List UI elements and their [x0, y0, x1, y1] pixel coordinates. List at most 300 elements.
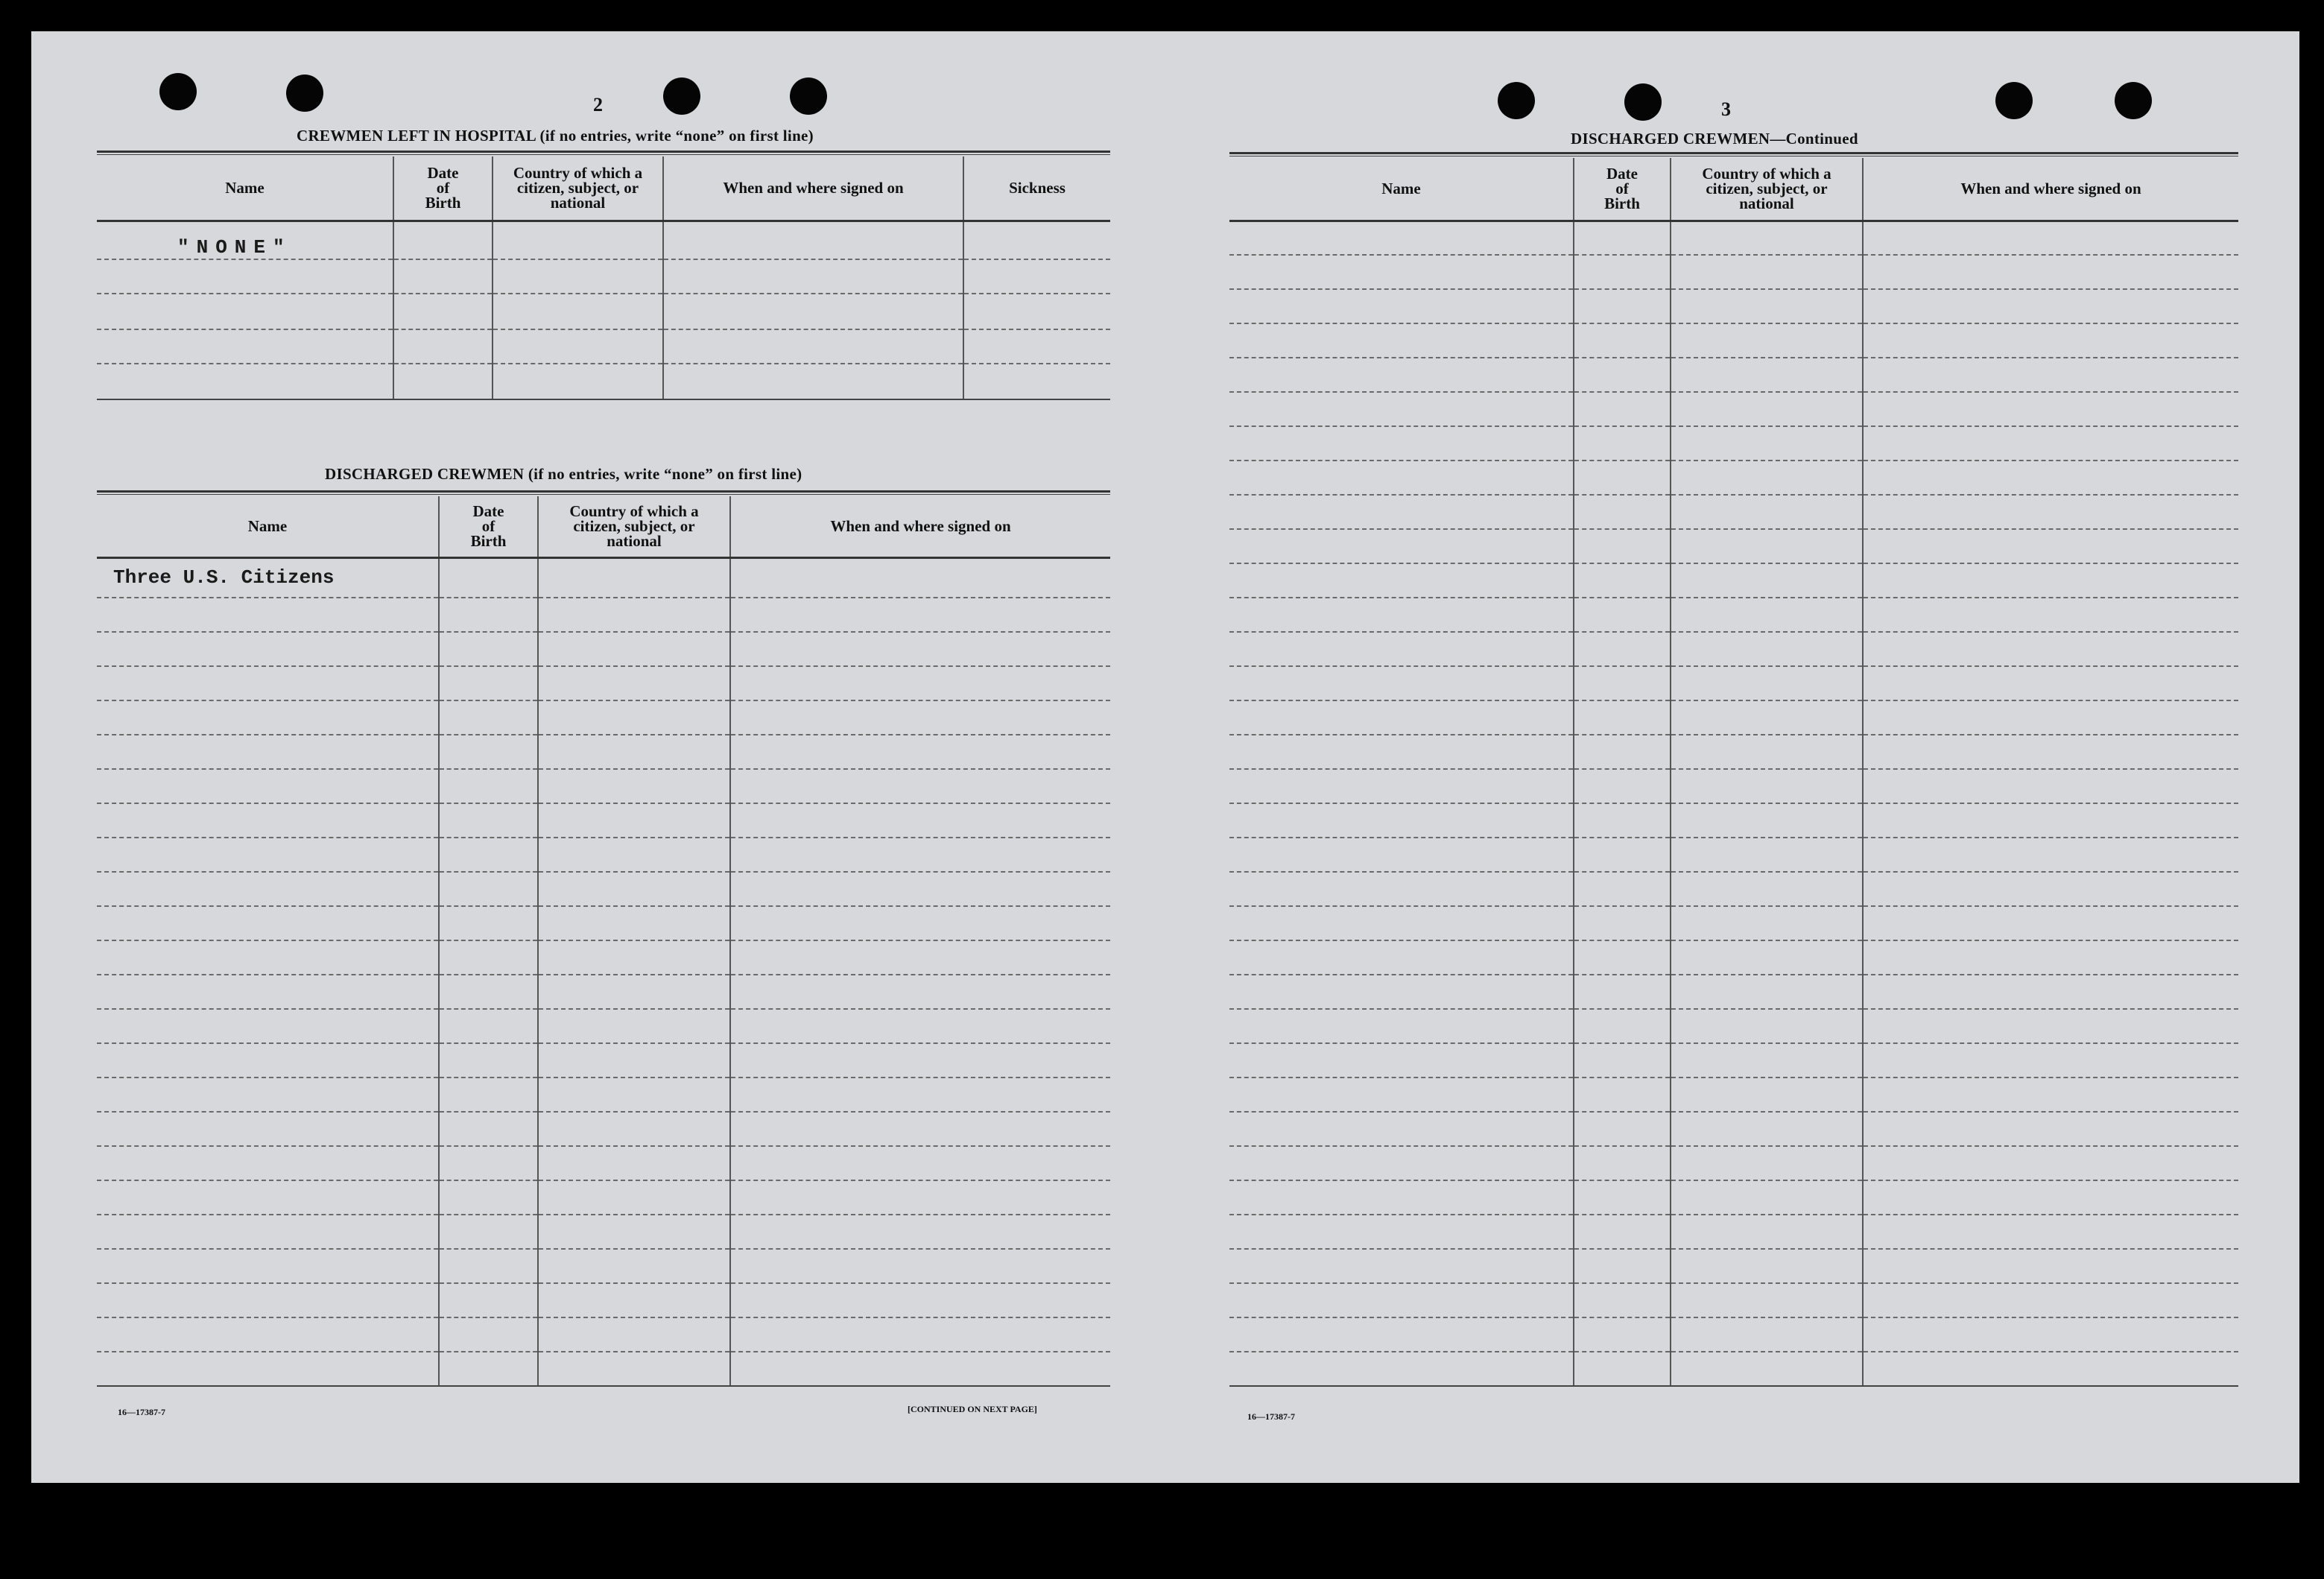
blank-cell: [1229, 1078, 1574, 1112]
blank-cell: [1863, 838, 2238, 872]
table-row: [97, 735, 1110, 769]
blank-cell: [1229, 769, 1574, 803]
blank-cell: [1671, 1249, 1863, 1283]
blank-cell: [1229, 1112, 1574, 1146]
blank-cell: [439, 1043, 538, 1078]
blank-cell: [1863, 700, 2238, 735]
blank-cell: [439, 1249, 538, 1283]
blank-cell: [730, 1043, 1110, 1078]
table-row: [1229, 803, 2238, 838]
blank-cell: [1863, 735, 2238, 769]
punch-hole: [790, 77, 827, 115]
blank-cell: [97, 1249, 439, 1283]
blank-cell: [97, 975, 439, 1009]
table-row: [1229, 563, 2238, 598]
blank-cell: [1229, 598, 1574, 632]
blank-cell: [1229, 255, 1574, 289]
blank-cell: [1574, 1249, 1671, 1283]
table-row: [1229, 906, 2238, 940]
blank-cell: [1574, 289, 1671, 323]
table-row: [97, 259, 1110, 294]
table-row: [97, 364, 1110, 399]
blank-cell: [97, 666, 439, 700]
table-row: [97, 1009, 1110, 1043]
form-number-right: 16—17387-7: [1247, 1411, 1295, 1422]
blank-cell: [1671, 392, 1863, 426]
table-row: [97, 803, 1110, 838]
blank-cell: [1863, 975, 2238, 1009]
blank-cell: [1229, 735, 1574, 769]
table-row: [97, 221, 1110, 259]
blank-cell: [97, 1009, 439, 1043]
punch-hole: [1498, 82, 1535, 119]
blank-cell: [1863, 221, 2238, 255]
table-row: [1229, 255, 2238, 289]
blank-cell: [1671, 1078, 1863, 1112]
blank-cell: [1574, 735, 1671, 769]
blank-cell: [1574, 700, 1671, 735]
blank-cell: [1671, 1112, 1863, 1146]
blank-cell: [538, 872, 730, 906]
table-row: [1229, 1317, 2238, 1352]
table-row: [1229, 1043, 2238, 1078]
table-row: [97, 872, 1110, 906]
blank-cell: [1863, 529, 2238, 563]
blank-cell: [439, 1078, 538, 1112]
table-row: [1229, 872, 2238, 906]
blank-cell: [1671, 563, 1863, 598]
blank-cell: [538, 975, 730, 1009]
table-row: [1229, 495, 2238, 529]
blank-cell: [730, 975, 1110, 1009]
blank-cell: [730, 632, 1110, 666]
blank-cell: [1574, 906, 1671, 940]
blank-cell: [439, 803, 538, 838]
blank-cell: [1863, 1249, 2238, 1283]
table-row: [1229, 735, 2238, 769]
blank-cell: [1863, 426, 2238, 461]
column-header-date-of-birth: Date of Birth: [393, 156, 493, 221]
table-row: [97, 557, 1110, 598]
blank-cell: [1671, 529, 1863, 563]
blank-cell: [538, 1146, 730, 1180]
page-number-left: 2: [593, 94, 603, 116]
blank-cell: [1671, 1146, 1863, 1180]
table-row: [97, 975, 1110, 1009]
column-header-country: Country of which a citizen, subject, or national: [493, 156, 663, 221]
blank-cell: [538, 1112, 730, 1146]
blank-cell: [439, 666, 538, 700]
table-row: [1229, 461, 2238, 495]
blank-cell: [538, 1249, 730, 1283]
blank-cell: [1574, 221, 1671, 255]
blank-cell: [1863, 1146, 2238, 1180]
blank-cell: [538, 1215, 730, 1249]
discharged-continued-table: [1229, 158, 2238, 1387]
blank-cell: [1574, 392, 1671, 426]
blank-cell: [1671, 838, 1863, 872]
blank-cell: [1574, 940, 1671, 975]
blank-cell: [439, 1215, 538, 1249]
table-row: [1229, 1180, 2238, 1215]
blank-cell: [1229, 461, 1574, 495]
blank-cell: [439, 735, 538, 769]
blank-cell: [730, 1078, 1110, 1112]
blank-cell: [439, 1352, 538, 1386]
blank-cell: [1229, 838, 1574, 872]
blank-cell: [730, 1009, 1110, 1043]
blank-cell: [1574, 1078, 1671, 1112]
blank-cell: [1863, 495, 2238, 529]
table-row: [1229, 975, 2238, 1009]
column-header-name: Name: [97, 156, 393, 221]
table-row: [1229, 1078, 2238, 1112]
blank-cell: [1574, 598, 1671, 632]
blank-cell: [538, 803, 730, 838]
blank-cell: [1863, 1352, 2238, 1386]
blank-cell: [730, 666, 1110, 700]
table-row: [1229, 666, 2238, 700]
table-row: [97, 838, 1110, 872]
blank-cell: [538, 1317, 730, 1352]
blank-cell: [1229, 803, 1574, 838]
table-row: [1229, 1146, 2238, 1180]
blank-cell: [1671, 1352, 1863, 1386]
blank-cell: [439, 1009, 538, 1043]
name-cell: [97, 221, 393, 259]
blank-cell: [1863, 803, 2238, 838]
blank-cell: [1671, 906, 1863, 940]
hospital-table: [97, 156, 1110, 400]
blank-cell: [439, 906, 538, 940]
blank-cell: [1671, 1215, 1863, 1249]
table-row: [97, 598, 1110, 632]
blank-cell: [730, 1283, 1110, 1317]
table-row: [1229, 1352, 2238, 1386]
table-row: [1229, 1249, 2238, 1283]
blank-cell: [1229, 392, 1574, 426]
column-header-date-of-birth: Date of Birth: [1574, 158, 1671, 221]
typed-entry-none: "NONE": [177, 236, 292, 259]
blank-cell: [1863, 1112, 2238, 1146]
punch-hole: [159, 73, 197, 110]
blank-cell: [730, 1249, 1110, 1283]
blank-cell: [97, 598, 439, 632]
hospital-section-title: CREWMEN LEFT IN HOSPITAL (if no entries, write “none” on first line): [297, 127, 814, 145]
blank-cell: [1863, 1317, 2238, 1352]
blank-cell: [730, 940, 1110, 975]
blank-cell: [439, 1180, 538, 1215]
blank-cell: [1863, 1180, 2238, 1215]
table-row: [1229, 426, 2238, 461]
blank-cell: [1671, 1317, 1863, 1352]
table-row: [97, 769, 1110, 803]
discharged-section-rule: [97, 490, 1110, 495]
blank-cell: [439, 1283, 538, 1317]
blank-cell: [1863, 255, 2238, 289]
blank-cell: [538, 1078, 730, 1112]
blank-cell: [439, 940, 538, 975]
table-row: [1229, 1112, 2238, 1146]
blank-cell: [1863, 461, 2238, 495]
table-row: [1229, 1283, 2238, 1317]
blank-cell: [1863, 358, 2238, 392]
blank-cell: [730, 769, 1110, 803]
table-row: [1229, 221, 2238, 255]
blank-cell: [538, 735, 730, 769]
blank-cell: [730, 735, 1110, 769]
blank-cell: [1229, 1249, 1574, 1283]
blank-cell: [1229, 666, 1574, 700]
blank-cell: [97, 1180, 439, 1215]
blank-cell: [439, 1112, 538, 1146]
blank-cell: [1574, 461, 1671, 495]
table-row: [97, 1180, 1110, 1215]
blank-cell: [439, 1317, 538, 1352]
blank-cell: [538, 1009, 730, 1043]
blank-cell: [538, 906, 730, 940]
blank-cell: [1229, 632, 1574, 666]
blank-cell: [1671, 872, 1863, 906]
blank-cell: [1863, 1043, 2238, 1078]
blank-cell: [1863, 1215, 2238, 1249]
blank-cell: [1574, 1043, 1671, 1078]
punch-hole: [286, 75, 323, 112]
table-row: [97, 329, 1110, 364]
blank-cell: [439, 872, 538, 906]
table-row: [1229, 358, 2238, 392]
blank-cell: [1574, 529, 1671, 563]
blank-cell: [1574, 769, 1671, 803]
blank-cell: [1863, 1078, 2238, 1112]
blank-cell: [730, 1215, 1110, 1249]
blank-cell: [1863, 563, 2238, 598]
blank-cell: [1574, 838, 1671, 872]
blank-cell: [1863, 666, 2238, 700]
page-number-right: 3: [1721, 98, 1731, 120]
blank-cell: [538, 1352, 730, 1386]
blank-cell: [97, 632, 439, 666]
blank-cell: [1229, 700, 1574, 735]
blank-cell: [1863, 1283, 2238, 1317]
blank-cell: [1863, 289, 2238, 323]
blank-cell: [1574, 358, 1671, 392]
blank-cell: [1229, 1283, 1574, 1317]
blank-cell: [1863, 392, 2238, 426]
blank-cell: [97, 906, 439, 940]
table-row: [97, 906, 1110, 940]
blank-cell: [97, 1283, 439, 1317]
column-header-signed-on: When and where signed on: [730, 496, 1110, 557]
blank-cell: [730, 598, 1110, 632]
blank-cell: [1574, 1009, 1671, 1043]
blank-cell: [1671, 1009, 1863, 1043]
discharged-continued-rule: [1229, 152, 2238, 156]
column-header-date-of-birth: Date of Birth: [439, 496, 538, 557]
blank-cell: [1574, 1180, 1671, 1215]
blank-cell: [1229, 221, 1574, 255]
table-row: [97, 294, 1110, 329]
blank-cell: [730, 838, 1110, 872]
blank-cell: [1671, 632, 1863, 666]
punch-hole: [2115, 82, 2152, 119]
column-header-signed-on: When and where signed on: [663, 156, 963, 221]
blank-cell: [439, 1146, 538, 1180]
table-row: [1229, 838, 2238, 872]
blank-cell: [97, 803, 439, 838]
blank-cell: [1863, 906, 2238, 940]
blank-cell: [730, 1352, 1110, 1386]
blank-cell: [538, 838, 730, 872]
blank-cell: [1574, 1146, 1671, 1180]
blank-cell: [439, 975, 538, 1009]
table-row: [1229, 529, 2238, 563]
table-row: [97, 1146, 1110, 1180]
blank-cell: [1574, 1283, 1671, 1317]
table-row: [97, 940, 1110, 975]
blank-cell: [1229, 1215, 1574, 1249]
blank-cell: [97, 838, 439, 872]
table-row: [97, 1317, 1110, 1352]
table-row: [1229, 700, 2238, 735]
blank-cell: [1229, 1043, 1574, 1078]
table-row: [1229, 323, 2238, 358]
blank-cell: [1574, 426, 1671, 461]
blank-cell: [538, 1283, 730, 1317]
table-row: [97, 1283, 1110, 1317]
blank-cell: [1229, 1317, 1574, 1352]
table-row: [97, 1112, 1110, 1146]
blank-cell: [1863, 323, 2238, 358]
punch-hole: [1624, 83, 1662, 121]
blank-cell: [538, 632, 730, 666]
table-row: [97, 632, 1110, 666]
blank-cell: [1229, 323, 1574, 358]
column-header-sickness: Sickness: [963, 156, 1110, 221]
table-row: [1229, 1215, 2238, 1249]
table-row: [97, 666, 1110, 700]
column-header-signed-on: When and where signed on: [1863, 158, 2238, 221]
blank-cell: [1574, 872, 1671, 906]
blank-cell: [538, 1180, 730, 1215]
column-header-country: Country of which a citizen, subject, or national: [538, 496, 730, 557]
blank-cell: [97, 872, 439, 906]
blank-cell: [538, 700, 730, 735]
blank-cell: [1574, 975, 1671, 1009]
table-row: [1229, 940, 2238, 975]
blank-cell: [1229, 289, 1574, 323]
blank-cell: [97, 940, 439, 975]
table-row: [97, 1352, 1110, 1386]
blank-cell: [97, 1352, 439, 1386]
blank-cell: [1671, 735, 1863, 769]
blank-cell: [1671, 975, 1863, 1009]
continued-note: [CONTINUED ON NEXT PAGE]: [908, 1404, 1037, 1414]
blank-cell: [439, 598, 538, 632]
blank-cell: [439, 838, 538, 872]
blank-cell: [730, 700, 1110, 735]
blank-cell: [1671, 221, 1863, 255]
blank-cell: [1863, 632, 2238, 666]
form-number-left: 16—17387-7: [118, 1407, 165, 1417]
blank-cell: [1671, 289, 1863, 323]
blank-cell: [1574, 1112, 1671, 1146]
blank-cell: [1671, 1043, 1863, 1078]
typed-entry-citizens: Three U.S. Citizens: [113, 566, 335, 589]
blank-cell: [730, 803, 1110, 838]
blank-cell: [1574, 495, 1671, 529]
table-row: [1229, 632, 2238, 666]
blank-cell: [1671, 426, 1863, 461]
blank-cell: [97, 1215, 439, 1249]
blank-cell: [1671, 700, 1863, 735]
blank-cell: [439, 769, 538, 803]
blank-cell: [97, 1043, 439, 1078]
blank-cell: [1671, 803, 1863, 838]
table-row: [97, 1078, 1110, 1112]
table-row: [97, 1249, 1110, 1283]
blank-cell: [97, 1078, 439, 1112]
blank-cell: [1574, 632, 1671, 666]
table-row: [97, 1215, 1110, 1249]
blank-cell: [538, 666, 730, 700]
blank-cell: [538, 940, 730, 975]
blank-cell: [1229, 426, 1574, 461]
blank-cell: [1671, 461, 1863, 495]
hospital-section-rule: [97, 151, 1110, 155]
blank-cell: [97, 769, 439, 803]
blank-cell: [1863, 769, 2238, 803]
blank-cell: [1229, 940, 1574, 975]
blank-cell: [1229, 1352, 1574, 1386]
blank-cell: [1229, 1146, 1574, 1180]
table-row: [1229, 289, 2238, 323]
blank-cell: [97, 1146, 439, 1180]
blank-cell: [1671, 255, 1863, 289]
blank-cell: [439, 632, 538, 666]
blank-cell: [1671, 769, 1863, 803]
blank-cell: [730, 872, 1110, 906]
discharged-continued-title: DISCHARGED CREWMEN—Continued: [1571, 130, 1858, 148]
column-header-name: Name: [1229, 158, 1574, 221]
blank-cell: [1863, 1009, 2238, 1043]
blank-cell: [1574, 563, 1671, 598]
blank-cell: [730, 906, 1110, 940]
blank-cell: [1229, 529, 1574, 563]
blank-cell: [730, 1112, 1110, 1146]
blank-cell: [1863, 872, 2238, 906]
blank-cell: [538, 769, 730, 803]
blank-cell: [1229, 1180, 1574, 1215]
blank-cell: [1229, 495, 1574, 529]
blank-cell: [730, 1317, 1110, 1352]
blank-cell: [1574, 323, 1671, 358]
blank-cell: [1671, 1283, 1863, 1317]
blank-cell: [97, 1112, 439, 1146]
blank-cell: [1229, 358, 1574, 392]
table-row: [1229, 769, 2238, 803]
blank-cell: [97, 700, 439, 735]
table-row: [1229, 598, 2238, 632]
punch-hole: [663, 77, 700, 115]
blank-cell: [1229, 906, 1574, 940]
blank-cell: [1574, 803, 1671, 838]
blank-cell: [1863, 598, 2238, 632]
blank-cell: [1229, 872, 1574, 906]
table-row: [1229, 392, 2238, 426]
column-header-name: Name: [97, 496, 439, 557]
table-row: [97, 700, 1110, 735]
